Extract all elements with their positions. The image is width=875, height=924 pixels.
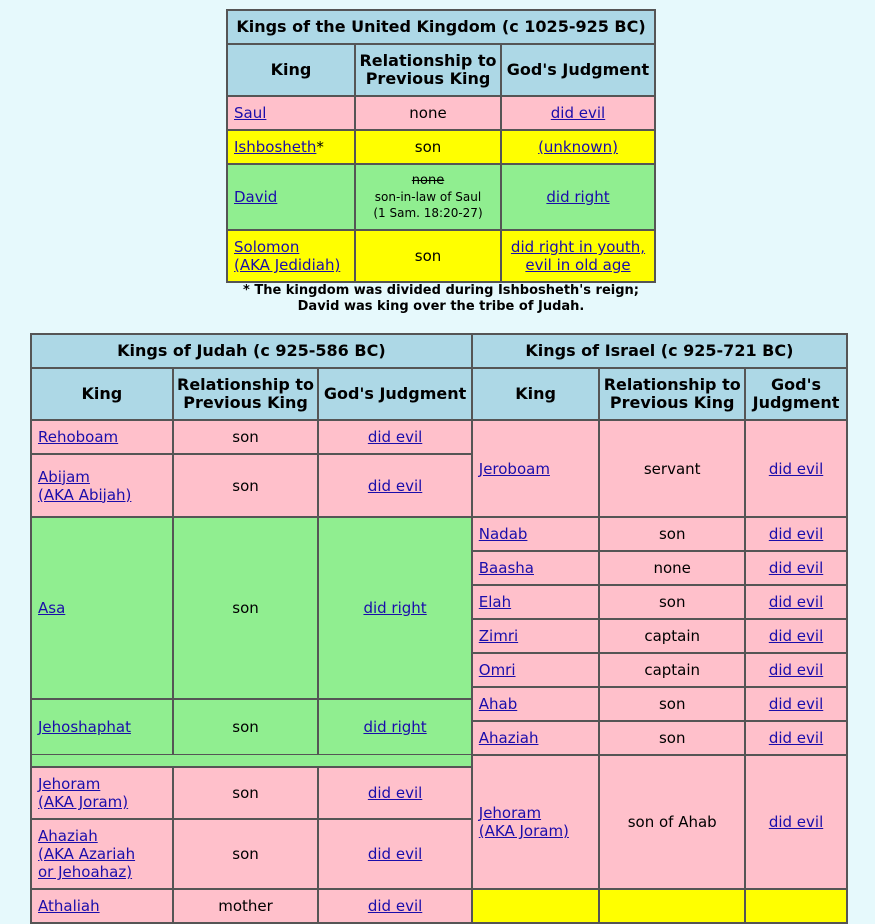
relationship-reference: (1 Sam. 18:20-27) (373, 206, 483, 220)
table-row (227, 230, 655, 282)
judgment-link[interactable]: did evil (768, 559, 824, 577)
relationship-cell: son (173, 454, 319, 517)
israel-row-nadab (472, 517, 600, 551)
judgment-link[interactable]: did right (363, 718, 427, 736)
king-link-ishbosheth[interactable]: Ishbosheth (234, 138, 317, 156)
israel-row-ahaziah (472, 721, 600, 755)
judgment-link[interactable]: did right in youth, evil in old age (510, 238, 646, 274)
judgment-link[interactable]: did evil (367, 428, 423, 446)
relationship-cell: son (355, 230, 501, 282)
king-link-david[interactable]: David (234, 188, 278, 206)
relationship-cell: captain (599, 653, 745, 687)
judgment-link[interactable]: did evil (367, 845, 423, 863)
king-link-zimri[interactable]: Zimri (478, 627, 519, 645)
table-row (227, 96, 655, 130)
relationship-cell: none (355, 96, 501, 130)
relationship-cell: none (599, 551, 745, 585)
king-link-asa[interactable]: Asa (38, 599, 66, 617)
relationship-cell: mother (173, 889, 319, 923)
united-kingdom-footnote: * The kingdom was divided during Ishbosheth's reign; David was king over the tribe of Judah. (243, 283, 639, 314)
king-link-ahaziah-judah[interactable]: Ahaziah (AKA Azariah or Jehoahaz) (38, 827, 136, 881)
united-kingdom-table (226, 9, 656, 283)
judgment-link[interactable]: did evil (550, 104, 606, 122)
relationship-cell (355, 164, 501, 230)
israel-col-relationship: Relationship to Previous King (599, 368, 745, 420)
judah-row-ahaziah (31, 819, 173, 889)
united-kingdom-title: Kings of the United Kingdom (c 1025-925 BC) (227, 10, 655, 44)
judah-row-athaliah (31, 889, 173, 923)
king-link-solomon[interactable]: Solomon (AKA Jedidiah) (234, 238, 341, 274)
table-row (227, 164, 655, 230)
king-link-omri[interactable]: Omri (478, 661, 516, 679)
judgment-link[interactable]: did evil (768, 459, 824, 478)
king-link-jehoram-judah[interactable]: Jehoram (AKA Joram) (38, 775, 129, 811)
relationship-cell: son (173, 517, 319, 699)
king-link-athaliah[interactable]: Athaliah (38, 897, 100, 915)
judgment-link[interactable]: did right (546, 188, 610, 206)
king-link-elah[interactable]: Elah (478, 593, 512, 611)
judah-row-rehoboam (31, 420, 173, 454)
judgment-link[interactable]: did evil (768, 593, 824, 611)
relationship-cell: son (355, 130, 501, 164)
relationship-cell: captain (599, 619, 745, 653)
relationship-cell: servant (599, 420, 745, 517)
israel-row-jeroboam (472, 420, 600, 517)
relationship-cell: son (173, 420, 319, 454)
judah-col-king: King (31, 368, 173, 420)
israel-row-zimri (472, 619, 600, 653)
israel-row-next (472, 889, 600, 923)
israel-col-judgment: God's Judgment (745, 368, 847, 420)
king-link-jehoram-israel[interactable]: Jehoram (AKA Joram) (478, 804, 569, 840)
relationship-cell: son of Ahab (599, 755, 745, 889)
relationship-cell: son (599, 721, 745, 755)
struck-relationship: none (411, 173, 445, 188)
judah-col-judgment: God's Judgment (318, 368, 471, 420)
judgment-link[interactable]: did evil (768, 661, 824, 679)
king-link-saul[interactable]: Saul (234, 104, 267, 122)
judah-row-abijam (31, 454, 173, 517)
judgment-link[interactable]: did right (363, 599, 427, 617)
relationship-cell: son (599, 517, 745, 551)
israel-row-omri (472, 653, 600, 687)
judgment-link[interactable]: did evil (768, 695, 824, 713)
israel-row-ahab (472, 687, 600, 721)
relationship-cell: son (173, 819, 319, 889)
col-header-relationship: Relationship to Previous King (355, 44, 501, 96)
relationship-text: son-in-law of Saul (374, 190, 482, 204)
judgment-link[interactable]: did evil (768, 627, 824, 645)
judgment-link[interactable]: did evil (768, 525, 824, 543)
judgment-link[interactable]: did evil (367, 784, 423, 802)
israel-row-baasha (472, 551, 600, 585)
judgment-link[interactable]: did evil (367, 476, 423, 495)
king-link-rehoboam[interactable]: Rehoboam (38, 428, 119, 446)
table-row (227, 130, 655, 164)
king-link-baasha[interactable]: Baasha (478, 559, 534, 577)
relationship-cell: son (599, 585, 745, 619)
judah-row-jehoram (31, 767, 173, 819)
col-header-king: King (227, 44, 355, 96)
judah-col-relationship: Relationship to Previous King (173, 368, 319, 420)
king-link-jehoshaphat[interactable]: Jehoshaphat (38, 718, 131, 736)
king-link-ahaziah-israel[interactable]: Ahaziah (478, 729, 539, 747)
footnote-marker: * (316, 138, 324, 156)
judah-row-jehoshaphat (31, 699, 173, 755)
relationship-cell: son (173, 767, 319, 819)
judgment-link[interactable]: did evil (367, 897, 423, 915)
judah-row-asa (31, 517, 173, 699)
judgment-link[interactable]: did evil (768, 813, 824, 831)
king-link-nadab[interactable]: Nadab (478, 525, 528, 543)
judgment-link[interactable]: did evil (768, 729, 824, 747)
judgment-link[interactable]: (unknown) (538, 138, 618, 156)
col-header-judgment: God's Judgment (501, 44, 655, 96)
divided-kingdom-table (30, 333, 848, 924)
judah-title: Kings of Judah (c 925-586 BC) (31, 334, 472, 368)
israel-col-king: King (472, 368, 600, 420)
relationship-cell: son (599, 687, 745, 721)
israel-title: Kings of Israel (c 925-721 BC) (472, 334, 847, 368)
israel-row-jehoram (472, 755, 600, 889)
king-link-ahab[interactable]: Ahab (478, 695, 518, 713)
israel-row-elah (472, 585, 600, 619)
king-link-abijam[interactable]: Abijam (AKA Abijah) (38, 467, 132, 504)
king-link-jeroboam[interactable]: Jeroboam (478, 459, 550, 478)
relationship-cell: son (173, 699, 319, 755)
